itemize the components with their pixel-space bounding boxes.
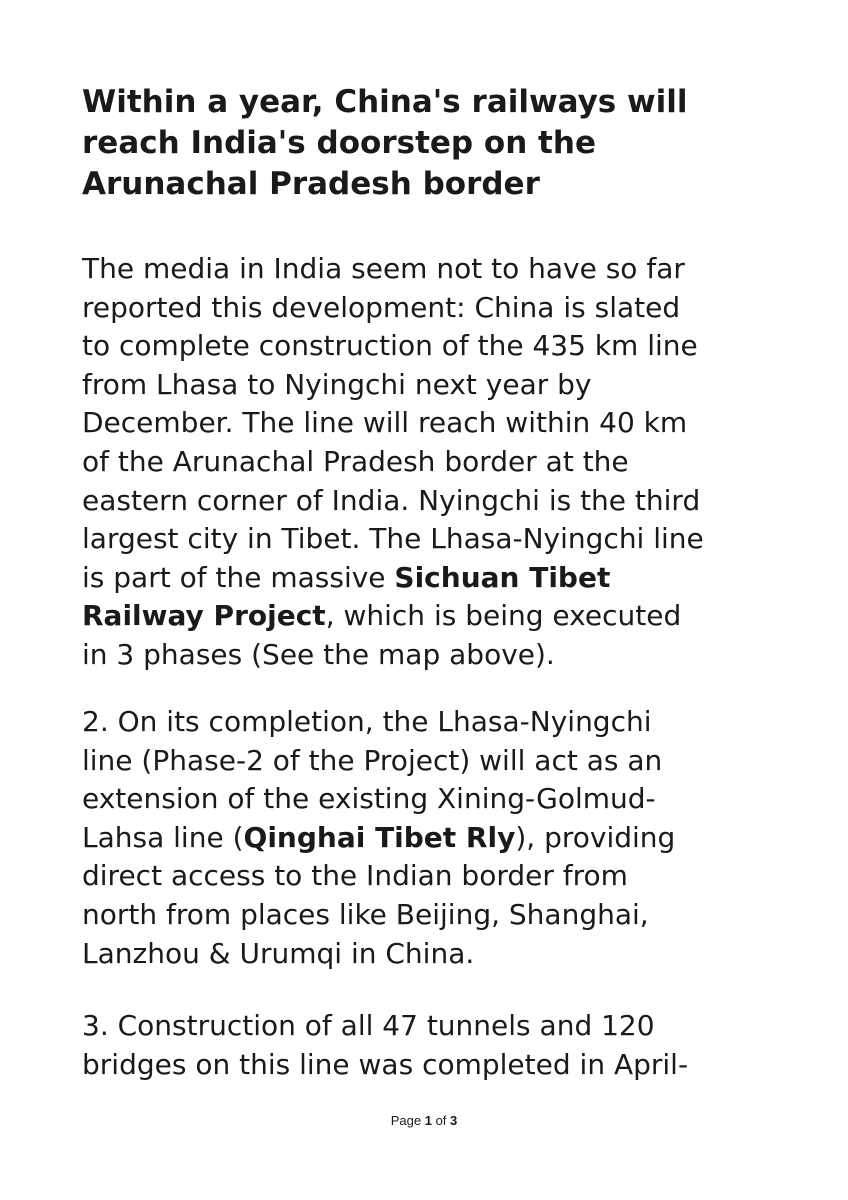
text-line: bridges on this line was completed in April- [82,1047,689,1081]
text-line: reported this development: China is slated [82,290,681,324]
text-line: The media in India seem not to have so far [82,252,685,285]
text-segment: Lahsa line ( [82,820,244,854]
title-line: reach India's doorstep on the [82,125,596,161]
text-line: Lanzhou & Urumqi in China. [82,936,475,970]
title-line: Arunachal Pradesh border [82,166,540,202]
bold-project-name: Railway Project [82,599,326,633]
text-line: of the Arunachal Pradesh border at the [82,444,629,478]
paragraph-1 [82,250,782,675]
text-line: extension of the existing Xining-Golmud- [82,782,656,816]
document-title [82,82,782,205]
text-line: from Lhasa to Nyingchi next year by [82,367,592,401]
text-line: in 3 phases (See the map above). [82,637,555,671]
page-footer [0,1113,848,1128]
text-line [82,819,782,858]
text-line: to complete construction of the 435 km line [82,329,698,363]
page-of: of [431,1113,451,1128]
title-line: Within a year, China's railways will [82,84,688,120]
page-label: Page [390,1113,425,1128]
paragraph-2 [82,703,782,973]
bold-project-name: Sichuan Tibet [394,560,611,594]
page-current: 1 [424,1113,432,1128]
text-line: 2. On its completion, the Lhasa-Nyingchi [82,705,652,738]
text-line: line (Phase-2 of the Project) will act as an [82,743,663,777]
text-segment: ), providing [515,820,676,854]
text-segment: , which is being executed [325,599,682,633]
paragraph-3 [82,1007,782,1084]
bold-railway-name: Qinghai Tibet Rly [243,820,516,854]
page-total: 3 [450,1113,458,1128]
text-line: eastern corner of India. Nyingchi is the third [82,483,701,517]
text-segment: is part of the massive [82,560,395,594]
text-line: largest city in Tibet. The Lhasa-Nyingchi line [82,522,704,556]
text-line: north from places like Beijing, Shanghai, [82,897,649,931]
text-line: December. The line will reach within 40 km [82,406,688,440]
text-line: 3. Construction of all 47 tunnels and 120 [82,1009,655,1042]
text-line [82,597,782,636]
text-line: direct access to the Indian border from [82,859,628,893]
text-line [82,559,782,598]
